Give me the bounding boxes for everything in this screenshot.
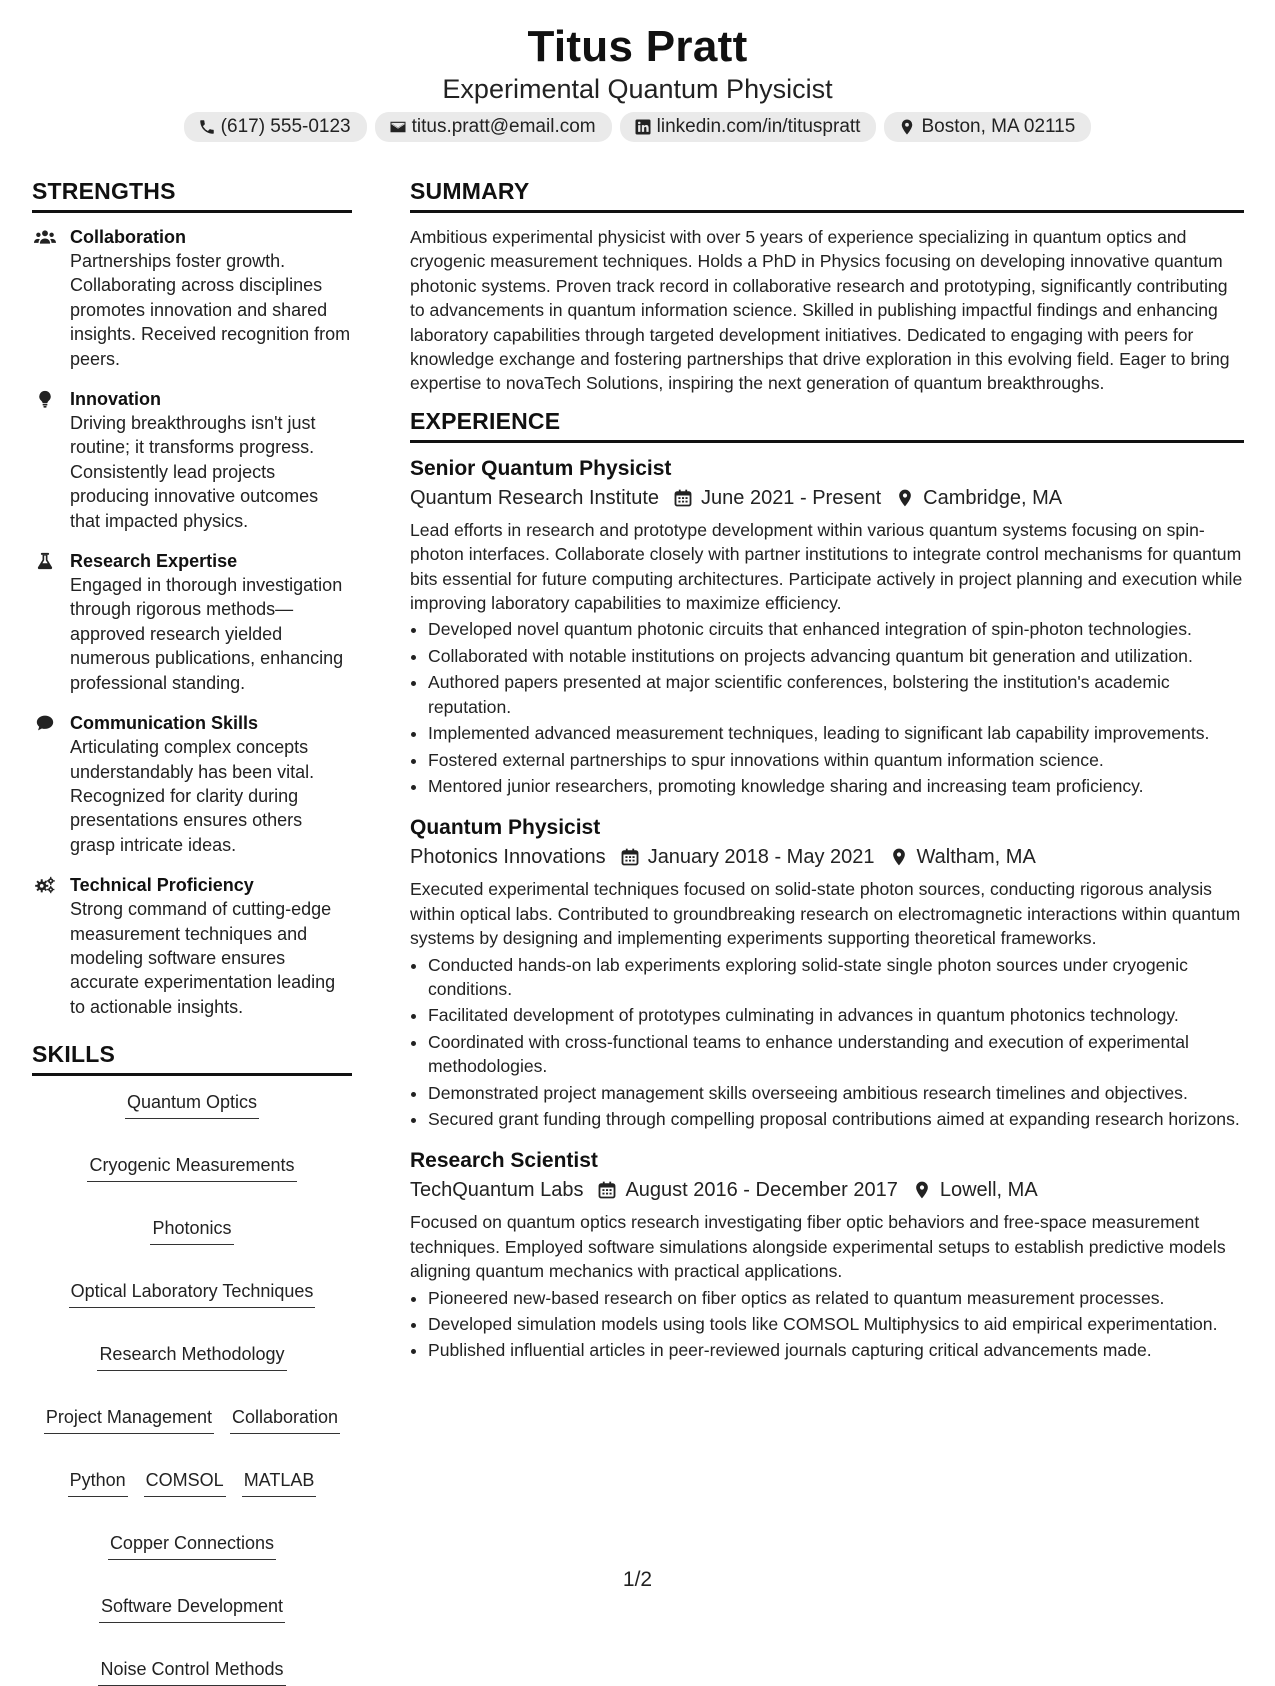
contact-bar	[0, 112, 1275, 142]
candidate-title: Experimental Quantum Physicist	[442, 74, 833, 104]
flask-icon	[34, 552, 56, 570]
job-bullet: • Fostered external partnerships to spur innovations within quantum information science.	[428, 748, 1244, 772]
job-bullet: • Implemented advanced measurement techniques, leading to significant lab capability improvements.	[428, 721, 1244, 745]
skills-heading: SKILLS	[32, 1041, 352, 1076]
contact-linkedin-text: linkedin.com/in/tituspratt	[656, 116, 861, 137]
experience-heading: EXPERIENCE	[410, 408, 1244, 443]
right-column	[410, 178, 1244, 1379]
job-location: Waltham, MA	[916, 846, 1036, 869]
skills-list	[32, 1088, 352, 1686]
job-company: Quantum Research Institute	[410, 486, 660, 509]
job-company: TechQuantum Labs	[410, 1179, 584, 1202]
candidate-name: Titus Pratt	[527, 22, 748, 71]
strength-item	[32, 873, 352, 1019]
gears-icon	[34, 876, 56, 894]
contact-email[interactable]	[375, 112, 612, 142]
job-bullet: • Pioneered new-based research on fiber optics as related to quantum measurement processes.	[428, 1286, 1244, 1310]
job-bullets	[410, 953, 1244, 1132]
job-dates: January 2018 - May 2021	[647, 846, 875, 869]
strength-desc: Articulating complex concepts understandably has been vital. Recognized for clarity during presentations ensures others grasp intricate ideas.	[70, 737, 315, 855]
map-pin-icon	[889, 847, 909, 867]
contact-email-text: titus.pratt@email.com	[411, 116, 596, 137]
job-bullet: • Secured grant funding through compelling proposal contributions aimed at expanding research horizons.	[428, 1107, 1244, 1131]
skill-tag: COMSOL	[144, 1468, 226, 1497]
job-dates: June 2021 - Present	[701, 486, 882, 509]
summary-text: Ambitious experimental physicist with over 5 years of experience specializing in quantum optics and cryogenic measurement techniques. Holds a PhD in Physics focusing on developing innovative quantum photonic systems. Proven track record in collaborative research and prototyping, significantly contributing to advancements in quantum information science. Skilled in publishing impactful findings and enhancing laboratory capabilities through targeted development initiatives. Dedicated to engaging with peers for knowledge exchange and fostering partnerships that drive exploration in this evolving field. Eager to bring expertise to novaTech Solutions, inspiring the next generation of quantum breakthroughs.	[410, 227, 1230, 394]
skill-tag: MATLAB	[242, 1468, 317, 1497]
job-bullet: • Developed novel quantum photonic circuits that enhanced integration of spin-photon technologies.	[428, 617, 1244, 641]
job-location: Cambridge, MA	[923, 486, 1063, 509]
phone-icon	[198, 118, 216, 136]
users-icon	[34, 228, 56, 246]
strength-desc: Strong command of cutting-edge measurement techniques and modeling software ensures accurate experimentation leading to actionable insights.	[70, 899, 336, 1017]
job-entry	[410, 814, 1244, 1131]
job-entry	[410, 455, 1244, 798]
strength-desc: Driving breakthroughs isn't just routine; it transforms progress. Consistently lead projects producing innovative outcomes that impacted physics.	[70, 413, 319, 531]
strength-title: Communication Skills	[70, 713, 259, 734]
map-pin-icon	[912, 1180, 932, 1200]
job-location: Lowell, MA	[939, 1179, 1038, 1202]
job-company: Photonics Innovations	[410, 846, 606, 869]
job-bullet: • Facilitated development of prototypes culminating in advances in quantum photonics technology.	[428, 1003, 1244, 1027]
job-title: Research Scientist	[410, 1149, 598, 1173]
map-pin-icon	[898, 118, 916, 136]
job-bullet: • Authored papers presented at major scientific conferences, bolstering the institution's academic reputation.	[428, 670, 1244, 719]
strength-item	[32, 549, 352, 695]
skill-tag: Python	[68, 1468, 128, 1497]
job-bullet: • Demonstrated project management skills overseeing ambitious research timelines and objectives.	[428, 1081, 1244, 1105]
calendar-icon	[673, 488, 693, 508]
job-bullets	[410, 617, 1244, 798]
summary-heading: SUMMARY	[410, 178, 1244, 213]
envelope-icon	[389, 118, 407, 136]
job-bullet: • Mentored junior researchers, promoting knowledge sharing and increasing team proficiency.	[428, 774, 1244, 798]
left-column	[32, 178, 352, 1686]
contact-location-text: Boston, MA 02115	[921, 116, 1076, 137]
skill-tag: Cryogenic Measurements	[87, 1153, 296, 1182]
skill-tag: Photonics	[150, 1216, 233, 1245]
skill-tag: Research Methodology	[97, 1342, 286, 1371]
job-description: Lead efforts in research and prototype development within various quantum systems focusing on spin-photon interfaces. Collaborate closely with partner institutions to integrate control mechanisms for quantum bits essential for future computing architectures. Participate actively in project planning and execution while improving laboratory capabilities to maximize efficiency.	[410, 519, 1243, 614]
skill-tag: Noise Control Methods	[98, 1657, 285, 1686]
skill-tag: Collaboration	[230, 1405, 340, 1434]
strengths-heading: STRENGTHS	[32, 178, 352, 213]
strength-item	[32, 387, 352, 533]
calendar-icon	[620, 847, 640, 867]
job-bullet: • Developed simulation models using tools like COMSOL Multiphysics to aid empirical experimentation.	[428, 1312, 1244, 1336]
calendar-icon	[597, 1180, 617, 1200]
job-bullets	[410, 1286, 1244, 1363]
skill-tag: Optical Laboratory Techniques	[69, 1279, 316, 1308]
strength-desc: Engaged in thorough investigation through rigorous methods—approved research yielded numerous publications, enhancing professional standing.	[70, 575, 344, 693]
strength-title: Technical Proficiency	[70, 875, 254, 896]
contact-phone[interactable]	[184, 112, 367, 142]
job-title: Quantum Physicist	[410, 816, 601, 840]
skill-tag: Software Development	[99, 1594, 285, 1623]
job-entry	[410, 1147, 1244, 1362]
strength-item	[32, 225, 352, 371]
job-description: Executed experimental techniques focused on solid-state photon sources, conducting rigorous analysis within optical labs. Contributed to groundbreaking research on electromagnetic interactions within quantum systems by designing and implementing experiments supporting theoretical frameworks.	[410, 879, 1241, 949]
strength-desc: Partnerships foster growth. Collaborating across disciplines promotes innovation and shared insights. Received recognition from peers.	[70, 251, 351, 369]
strength-title: Collaboration	[70, 227, 186, 247]
job-meta	[410, 483, 1244, 513]
job-bullet: • Collaborated with notable institutions on projects advancing quantum bit generation and utilization.	[428, 644, 1244, 668]
strength-title: Research Expertise	[70, 551, 238, 572]
job-dates: August 2016 - December 2017	[625, 1179, 898, 1202]
lightbulb-icon	[34, 390, 56, 408]
contact-phone-text: (617) 555-0123	[220, 116, 351, 137]
strength-item	[32, 711, 352, 857]
contact-location[interactable]	[884, 112, 1091, 142]
job-description: Focused on quantum optics research investigating fiber optic behaviors and free-space measurement techniques. Employed software simulations alongside experimental setups to establish predictive models aligning quantum mechanics with practical applications.	[410, 1212, 1226, 1282]
strength-title: Innovation	[70, 389, 161, 410]
job-bullet: • Conducted hands-on lab experiments exploring solid-state single photon sources under cryogenic conditions.	[428, 953, 1244, 1002]
job-bullet: • Coordinated with cross-functional teams to enhance understanding and execution of experimental methodologies.	[428, 1030, 1244, 1079]
job-bullet: • Published influential articles in peer-reviewed journals capturing critical advancements made.	[428, 1338, 1244, 1362]
map-pin-icon	[895, 488, 915, 508]
page-number: 1/2	[622, 1568, 653, 1591]
skill-tag: Quantum Optics	[125, 1090, 259, 1119]
contact-linkedin[interactable]	[620, 112, 877, 142]
job-title: Senior Quantum Physicist	[410, 456, 672, 480]
job-meta	[410, 842, 1244, 872]
job-meta	[410, 1175, 1244, 1205]
linkedin-icon	[634, 118, 652, 136]
skill-tag: Project Management	[44, 1405, 214, 1434]
skill-tag: Copper Connections	[108, 1531, 276, 1560]
speech-bubble-icon	[34, 714, 56, 732]
